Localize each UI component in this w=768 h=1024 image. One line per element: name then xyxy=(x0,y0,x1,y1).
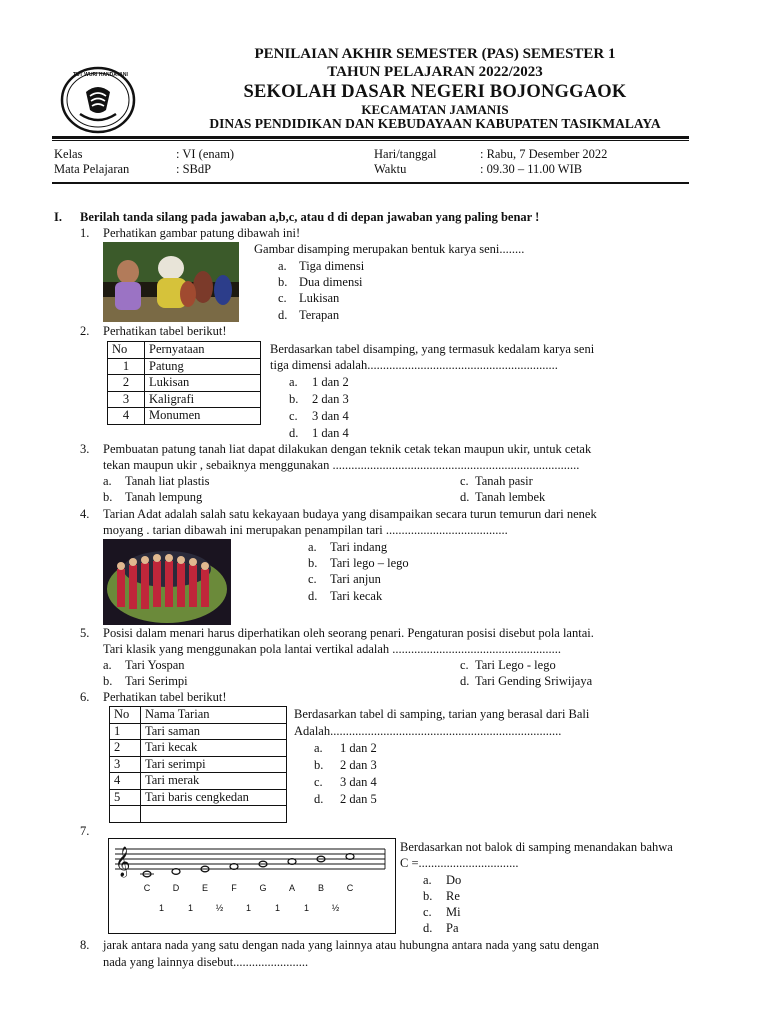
table-cell: Patung xyxy=(145,358,261,375)
q6-option-d[interactable]: 2 dan 5 xyxy=(340,792,377,806)
table-cell: Tari kecak xyxy=(141,740,287,757)
q1-option-b-letter: b. xyxy=(278,275,288,289)
q2-option-a[interactable]: 1 dan 2 xyxy=(312,375,349,389)
q3-option-c[interactable]: Tanah pasir xyxy=(475,474,533,488)
table-cell: Lukisan xyxy=(145,375,261,392)
q7-question-line1: Berdasarkan not balok di samping menandakan bahwa xyxy=(400,840,673,854)
q8-number: 8. xyxy=(80,938,90,952)
table-row xyxy=(108,375,261,392)
q6-number: 6. xyxy=(80,690,90,704)
table-cell: Tari serimpi xyxy=(141,756,287,773)
q5-text-line1: Posisi dalam menari harus diperhatikan oleh seorang penari. Pengaturan posisi disebut pola lantai. xyxy=(103,626,594,640)
office-name: DINAS PENDIDIKAN DAN KEBUDAYAAN KABUPATEN TASIKMALAYA xyxy=(209,116,661,131)
info-rule xyxy=(52,182,689,184)
q2-prompt: Perhatikan tabel berikut! xyxy=(103,324,227,338)
interval-label: ½ xyxy=(215,903,224,913)
table-cell: 5 xyxy=(110,789,141,806)
q1-prompt: Perhatikan gambar patung dibawah ini! xyxy=(103,226,301,240)
q6-table xyxy=(109,706,287,823)
q1-option-d[interactable]: Terapan xyxy=(299,308,340,322)
q6-option-d-letter: d. xyxy=(314,792,324,806)
q4-number: 4. xyxy=(80,507,90,521)
q5-option-d[interactable]: Tari Gending Sriwijaya xyxy=(475,674,593,688)
interval-label: 1 xyxy=(158,903,164,913)
q5-option-b[interactable]: Tari Serimpi xyxy=(125,674,188,688)
q2-option-c-letter: c. xyxy=(289,409,298,423)
q7-option-a-letter: a. xyxy=(423,873,432,887)
q2-option-d-letter: d. xyxy=(289,426,299,440)
q1-number: 1. xyxy=(80,226,90,240)
q3-text-line1: Pembuatan patung tanah liat dapat dilakukan dengan teknik cetak tekan maupun ukir, untuk cetak xyxy=(103,442,592,456)
table-header-cell: No xyxy=(108,342,145,359)
q6-option-c[interactable]: 3 dan 4 xyxy=(340,775,377,789)
q3-option-d[interactable]: Tanah lembek xyxy=(475,490,546,504)
q2-number: 2. xyxy=(80,324,90,338)
q5-option-c[interactable]: Tari Lego - lego xyxy=(475,658,556,672)
q7-number: 7. xyxy=(80,824,90,838)
note-label: C xyxy=(143,883,151,893)
q5-option-c-letter: c. xyxy=(460,658,469,672)
q6-option-c-letter: c. xyxy=(314,775,323,789)
note-label: A xyxy=(288,883,295,893)
table-row xyxy=(110,723,287,740)
note-label: G xyxy=(259,883,267,893)
q7-option-d-letter: d. xyxy=(423,921,433,935)
q7-option-c-letter: c. xyxy=(423,905,432,919)
section-instruction: Berilah tanda silang pada jawaban a,b,c, atau d di depan jawaban yang paling benar ! xyxy=(80,210,540,224)
note-head xyxy=(172,869,180,875)
treble-clef-icon: 𝄞 xyxy=(115,847,131,877)
mapel-label: Mata Pelajaran xyxy=(54,162,130,176)
table-row xyxy=(108,391,261,408)
district-name: KECAMATAN JAMANIS xyxy=(361,102,509,117)
q6-option-a-letter: a. xyxy=(314,741,323,755)
table-row xyxy=(110,740,287,757)
table-cell: 4 xyxy=(110,773,141,790)
q6-question-line1: Berdasarkan tabel di samping, tarian yang berasal dari Bali xyxy=(294,707,590,721)
table-cell: 1 xyxy=(108,358,145,375)
table-header-cell: Nama Tarian xyxy=(141,707,287,724)
interval-label: 1 xyxy=(303,903,309,913)
interval-label: 1 xyxy=(187,903,193,913)
q2-option-d[interactable]: 1 dan 4 xyxy=(312,426,349,440)
q2-option-a-letter: a. xyxy=(289,375,298,389)
note-head xyxy=(230,864,238,870)
table-cell: 2 xyxy=(110,740,141,757)
q3-option-a[interactable]: Tanah liat plastis xyxy=(125,474,210,488)
mapel-value: : SBdP xyxy=(176,162,212,176)
q8-text-line2: nada yang lainnya disebut........................ xyxy=(103,955,309,969)
q7-question-line2: C =................................ xyxy=(400,856,519,870)
note-label: D xyxy=(172,883,180,893)
note-head xyxy=(288,859,296,865)
q4-option-c-letter: c. xyxy=(308,572,317,586)
academic-year: TAHUN PELAJARAN 2022/2023 xyxy=(327,64,543,80)
q5-text-line2: Tari klasik yang menggunakan pola lantai vertikal adalah ...................................................... xyxy=(103,642,562,656)
table-row xyxy=(108,408,261,425)
table-cell: 2 xyxy=(108,375,145,392)
q2-question-line1: Berdasarkan tabel disamping, yang termasuk kedalam karya seni xyxy=(270,342,595,356)
q3-option-d-letter: d. xyxy=(460,490,470,504)
hari-label: Hari/tanggal xyxy=(374,147,437,161)
music-staff xyxy=(109,843,395,887)
q7-option-b-letter: b. xyxy=(423,889,433,903)
q5-option-d-letter: d. xyxy=(460,674,470,688)
q4-option-b[interactable]: Tari lego – lego xyxy=(330,556,409,570)
q6-question-line2: Adalah.......................................................................... xyxy=(294,724,562,738)
q5-option-a-letter: a. xyxy=(103,658,112,672)
note-label: E xyxy=(201,883,208,893)
note-label: C xyxy=(346,883,354,893)
header-rule-thick xyxy=(52,136,689,139)
q4-option-d[interactable]: Tari kecak xyxy=(330,589,383,603)
section-number: I. xyxy=(54,210,62,224)
header-rule-thin xyxy=(52,140,689,141)
hari-value: : Rabu, 7 Desember 2022 xyxy=(480,147,608,161)
q1-option-c-letter: c. xyxy=(278,291,287,305)
q3-option-b[interactable]: Tanah lempung xyxy=(125,490,203,504)
q8-text-line1: jarak antara nada yang satu dengan nada yang lainnya atau hubungna antara nada yang satu dengan xyxy=(103,938,599,952)
q2-table xyxy=(107,341,261,425)
q5-number: 5. xyxy=(80,626,90,640)
q3-option-a-letter: a. xyxy=(103,474,112,488)
q7-option-d[interactable]: Pa xyxy=(446,921,459,935)
q4-option-c[interactable]: Tari anjun xyxy=(330,572,381,586)
q1-question: Gambar disamping merupakan bentuk karya seni........ xyxy=(254,242,525,256)
table-cell: Tari merak xyxy=(141,773,287,790)
table-cell: Kaligrafi xyxy=(145,391,261,408)
exam-title: PENILAIAN AKHIR SEMESTER (PAS) SEMESTER 1 xyxy=(254,46,616,62)
q7-option-c[interactable]: Mi xyxy=(446,905,461,919)
table-cell: 4 xyxy=(108,408,145,425)
table-cell: 3 xyxy=(110,756,141,773)
interval-label: ½ xyxy=(331,903,340,913)
q1-option-a-letter: a. xyxy=(278,259,287,273)
table-header-row xyxy=(110,707,287,724)
q5-option-b-letter: b. xyxy=(103,674,113,688)
kelas-label: Kelas xyxy=(54,147,83,161)
interval-label: 1 xyxy=(274,903,280,913)
waktu-label: Waktu xyxy=(374,162,407,176)
note-label: F xyxy=(231,883,237,893)
logo-lettering: TUT WURI HANDAYANI xyxy=(73,72,128,78)
q7-option-b[interactable]: Re xyxy=(446,889,460,903)
table-header-cell: Pernyataan xyxy=(145,342,261,359)
q6-option-b[interactable]: 2 dan 3 xyxy=(340,758,377,772)
table-cell: 1 xyxy=(110,723,141,740)
q3-option-b-letter: b. xyxy=(103,490,113,504)
q4-text-line2: moyang . tarian dibawah ini merupakan penampilan tari ....................................... xyxy=(103,523,508,537)
table-row xyxy=(108,358,261,375)
q6-prompt: Perhatikan tabel berikut! xyxy=(103,690,227,704)
q4-option-a[interactable]: Tari indang xyxy=(330,540,388,554)
q1-option-b[interactable]: Dua dimensi xyxy=(299,275,363,289)
table-row-empty xyxy=(110,806,287,823)
q6-option-a[interactable]: 1 dan 2 xyxy=(340,741,377,755)
q2-question-line2: tiga dimensi adalah............................................................. xyxy=(270,358,558,372)
q4-option-d-letter: d. xyxy=(308,589,318,603)
table-cell: Monumen xyxy=(145,408,261,425)
table-cell: 3 xyxy=(108,391,145,408)
waktu-value: : 09.30 – 11.00 WIB xyxy=(480,162,583,176)
q3-number: 3. xyxy=(80,442,90,456)
q1-option-a[interactable]: Tiga dimensi xyxy=(299,259,365,273)
q2-option-b[interactable]: 2 dan 3 xyxy=(312,392,349,406)
q2-option-b-letter: b. xyxy=(289,392,299,406)
table-cell: Tari baris cengkedan xyxy=(141,789,287,806)
q5-option-a[interactable]: Tari Yospan xyxy=(125,658,185,672)
table-header-row xyxy=(108,342,261,359)
table-row xyxy=(110,756,287,773)
interval-label: 1 xyxy=(245,903,251,913)
q4-option-b-letter: b. xyxy=(308,556,318,570)
table-row xyxy=(110,789,287,806)
q4-text-line1: Tarian Adat adalah salah satu kekayaan budaya yang disampaikan secara turun temurun dari nenek xyxy=(103,507,597,521)
table-cell: Tari saman xyxy=(141,723,287,740)
statue-image xyxy=(103,242,239,322)
table-header-cell: No xyxy=(110,707,141,724)
note-label: B xyxy=(317,883,324,893)
q4-option-a-letter: a. xyxy=(308,540,317,554)
dance-image xyxy=(103,539,231,625)
q1-option-c[interactable]: Lukisan xyxy=(299,291,340,305)
music-staff-box xyxy=(108,838,396,934)
q3-text-line2: tekan maupun ukir , sebaiknya menggunakan ............................................................................... xyxy=(103,458,580,472)
q3-option-c-letter: c. xyxy=(460,474,469,488)
q1-option-d-letter: d. xyxy=(278,308,288,322)
note-head xyxy=(346,854,354,860)
kelas-value: : VI (enam) xyxy=(176,147,235,161)
school-name: SEKOLAH DASAR NEGERI BOJONGGAOK xyxy=(243,82,627,102)
table-row xyxy=(110,773,287,790)
q7-option-a[interactable]: Do xyxy=(446,873,462,887)
school-logo xyxy=(60,66,136,134)
q6-option-b-letter: b. xyxy=(314,758,324,772)
q2-option-c[interactable]: 3 dan 4 xyxy=(312,409,349,423)
